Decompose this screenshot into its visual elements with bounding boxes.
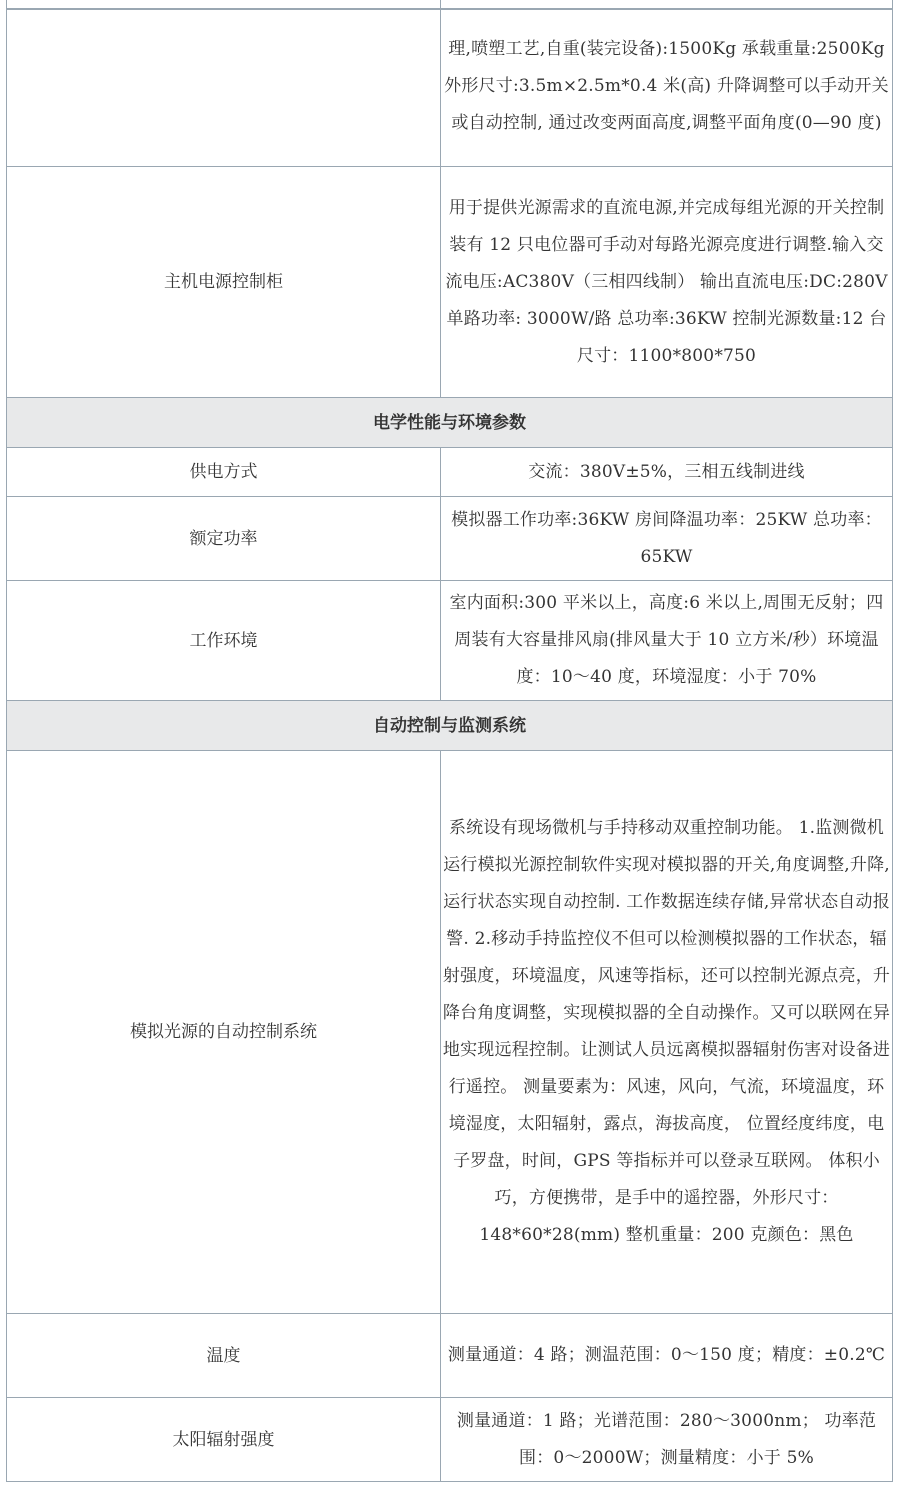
section-title: 自动控制与监测系统 xyxy=(7,701,893,751)
table-row xyxy=(7,1314,893,1398)
row-value: 室内面积:300 平米以上，高度:6 米以上,周围无反射；四周装有大容量排风扇(排风量大于 10 立方米/秒）环境温度：10～40 度，环境湿度：小于 70% xyxy=(441,581,893,701)
row-label: 太阳辐射强度 xyxy=(7,1398,441,1482)
row-label xyxy=(7,10,441,167)
table-row xyxy=(7,1398,893,1482)
table-row xyxy=(7,581,893,701)
table-row xyxy=(7,167,893,398)
table-row xyxy=(7,751,893,1314)
row-value: 理,喷塑工艺,自重(装完设备):1500Kg 承载重量:2500Kg 外形尺寸:3.5m×2.5m*0.4 米(高) 升降调整可以手动开关或自动控制, 通过改变两面高度,调整平面角度(0—90 度) xyxy=(441,10,893,167)
row-value: 测量通道：1 路；光谱范围：280～3000nm； 功率范围：0～2000W；测量精度：小于 5% xyxy=(441,1398,893,1482)
section-header-row xyxy=(7,398,893,448)
table-row xyxy=(7,497,893,581)
row-value: 交流：380V±5%，三相五线制进线 xyxy=(441,448,893,497)
table-row xyxy=(7,448,893,497)
row-value: 测量通道：4 路；测温范围：0～150 度；精度：±0.2℃ xyxy=(441,1314,893,1398)
table-row xyxy=(7,10,893,167)
spec-table xyxy=(6,9,893,1482)
row-label: 工作环境 xyxy=(7,581,441,701)
row-value: 用于提供光源需求的直流电源,并完成每组光源的开关控制 装有 12 只电位器可手动对每路光源亮度进行调整.输入交流电压:AC380V（三相四线制） 输出直流电压:DC:280V 单路功率: 3000W/路 总功率:36KW 控制光源数量:12 台 尺寸：1100*800*750 xyxy=(441,167,893,398)
row-label: 额定功率 xyxy=(7,497,441,581)
row-label: 供电方式 xyxy=(7,448,441,497)
table-top-edge xyxy=(0,0,902,9)
row-label: 模拟光源的自动控制系统 xyxy=(7,751,441,1314)
section-title: 电学性能与环境参数 xyxy=(7,398,893,448)
row-value: 系统设有现场微机与手持移动双重控制功能。 1.监测微机运行模拟光源控制软件实现对模拟器的开关,角度调整,升降,运行状态实现自动控制. 工作数据连续存储,异常状态自动报警. 2.移动手持监控仪不但可以检测模拟器的工作状态，辐射强度，环境温度，风速等指标，还可以控制光源点亮，升降台角度调整，实现模拟器的全自动操作。又可以联网在异地实现远程控制。让测试人员远离模拟器辐射伤害对设备进行遥控。 测量要素为：风速，风向，气流，环境温度，环境湿度，太阳辐射，露点，海拔高度， 位置经度纬度，电子罗盘，时间，GPS 等指标并可以登录互联网。 体积小巧，方便携带，是手中的遥控器，外形尺寸：148*60*28(mm) 整机重量：200 克颜色：黑色 xyxy=(441,751,893,1314)
row-label: 温度 xyxy=(7,1314,441,1398)
row-label: 主机电源控制柜 xyxy=(7,167,441,398)
row-value: 模拟器工作功率:36KW 房间降温功率：25KW 总功率：65KW xyxy=(441,497,893,581)
section-header-row xyxy=(7,701,893,751)
